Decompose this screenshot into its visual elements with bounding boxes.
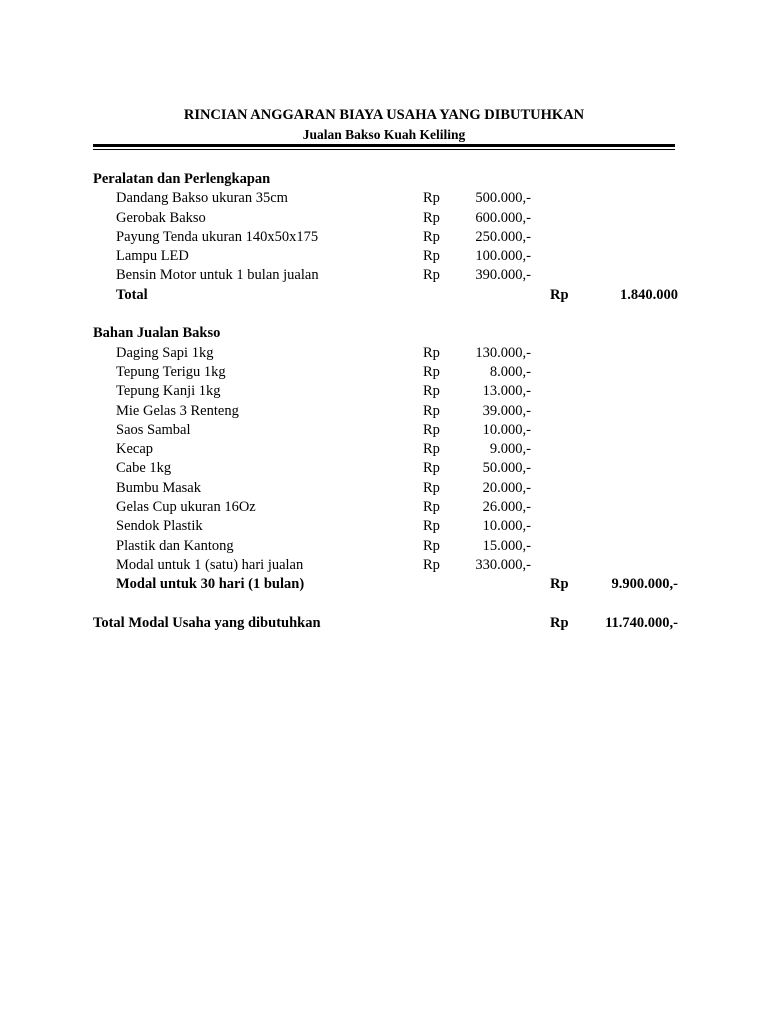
- item-amount: 100.000,-: [475, 248, 531, 265]
- subtotal-label: Modal untuk 30 hari (1 bulan): [116, 576, 305, 593]
- item-amount: 10.000,-: [482, 518, 531, 535]
- item-currency: Rp: [423, 441, 440, 458]
- table-row: [93, 537, 693, 556]
- section-heading-bahan: [93, 324, 693, 343]
- table-row: [93, 421, 693, 440]
- document-subtitle: Jualan Bakso Kuah Keliling: [302, 127, 466, 142]
- item-amount: 600.000,-: [475, 209, 531, 226]
- item-label: Dandang Bakso ukuran 35cm: [116, 190, 288, 207]
- grand-total-row: [93, 614, 693, 633]
- subtotal-row-peralatan: [93, 286, 693, 305]
- grand-total-amount: 11.740.000,-: [605, 614, 678, 631]
- item-amount: 26.000,-: [482, 499, 531, 516]
- table-row: [93, 209, 693, 228]
- item-label: Saos Sambal: [116, 421, 191, 438]
- subtotal-amount: 9.900.000,-: [611, 576, 678, 593]
- item-amount: 8.000,-: [489, 363, 531, 380]
- item-label: Cabe 1kg: [116, 460, 172, 477]
- item-amount: 50.000,-: [482, 460, 531, 477]
- item-label: Tepung Kanji 1kg: [116, 383, 221, 400]
- grand-total-currency: Rp: [550, 614, 569, 631]
- item-label: Modal untuk 1 (satu) hari jualan: [116, 556, 304, 573]
- item-label: Daging Sapi 1kg: [116, 344, 214, 361]
- subtotal-amount: 1.840.000: [620, 286, 678, 303]
- item-currency: Rp: [423, 344, 440, 361]
- item-label: Gelas Cup ukuran 16Oz: [116, 499, 256, 516]
- table-row: [93, 189, 693, 208]
- header-rule-thick: [93, 144, 675, 147]
- section-heading-peralatan: [93, 170, 693, 189]
- item-currency: Rp: [423, 518, 440, 535]
- item-amount: 250.000,-: [475, 228, 531, 245]
- item-label: Lampu LED: [116, 248, 189, 265]
- table-row: [93, 479, 693, 498]
- item-amount: 500.000,-: [475, 190, 531, 207]
- budget-table: [93, 170, 693, 633]
- item-currency: Rp: [423, 248, 440, 265]
- item-currency: Rp: [423, 479, 440, 496]
- spacer: [93, 595, 693, 614]
- table-row: [93, 228, 693, 247]
- document-title: RINCIAN ANGGARAN BIAYA USAHA YANG DIBUTUHKAN: [183, 107, 585, 123]
- table-row: [93, 402, 693, 421]
- item-amount: 15.000,-: [482, 537, 531, 554]
- item-amount: 10.000,-: [482, 421, 531, 438]
- item-label: Payung Tenda ukuran 140x50x175: [116, 228, 319, 245]
- item-currency: Rp: [423, 267, 440, 284]
- item-label: Kecap: [116, 441, 154, 458]
- subtotal-label: Total: [116, 286, 148, 303]
- spacer: [93, 305, 693, 324]
- item-label: Bumbu Masak: [116, 479, 201, 496]
- item-amount: 9.000,-: [489, 441, 531, 458]
- item-label: Tepung Terigu 1kg: [116, 363, 226, 380]
- subtotal-row-bahan: [93, 575, 693, 594]
- item-label: Plastik dan Kantong: [116, 537, 234, 554]
- subtotal-currency: Rp: [550, 286, 569, 303]
- table-row: [93, 440, 693, 459]
- item-currency: Rp: [423, 363, 440, 380]
- table-row: [93, 556, 693, 575]
- item-currency: Rp: [423, 460, 440, 477]
- item-label: Mie Gelas 3 Renteng: [116, 402, 239, 419]
- item-amount: 390.000,-: [475, 267, 531, 284]
- subtotal-currency: Rp: [550, 576, 569, 593]
- item-label: Sendok Plastik: [116, 518, 203, 535]
- item-currency: Rp: [423, 209, 440, 226]
- table-row: [93, 459, 693, 478]
- item-amount: 330.000,-: [475, 556, 531, 573]
- item-currency: Rp: [423, 402, 440, 419]
- item-currency: Rp: [423, 228, 440, 245]
- item-currency: Rp: [423, 537, 440, 554]
- table-row: [93, 517, 693, 536]
- grand-total-label: Total Modal Usaha yang dibutuhkan: [93, 614, 321, 631]
- item-currency: Rp: [423, 499, 440, 516]
- table-row: [93, 363, 693, 382]
- item-currency: Rp: [423, 421, 440, 438]
- item-amount: 20.000,-: [482, 479, 531, 496]
- header-rule-thin: [93, 149, 675, 150]
- item-amount: 13.000,-: [482, 383, 531, 400]
- item-currency: Rp: [423, 383, 440, 400]
- section-heading-label: Bahan Jualan Bakso: [93, 325, 221, 342]
- item-currency: Rp: [423, 190, 440, 207]
- item-label: Bensin Motor untuk 1 bulan jualan: [116, 267, 319, 284]
- item-currency: Rp: [423, 556, 440, 573]
- item-amount: 130.000,-: [475, 344, 531, 361]
- item-label: Gerobak Bakso: [116, 209, 206, 226]
- table-row: [93, 382, 693, 401]
- table-row: [93, 266, 693, 285]
- table-row: [93, 344, 693, 363]
- section-heading-label: Peralatan dan Perlengkapan: [93, 171, 271, 187]
- item-amount: 39.000,-: [482, 402, 531, 419]
- table-row: [93, 247, 693, 266]
- table-row: [93, 498, 693, 517]
